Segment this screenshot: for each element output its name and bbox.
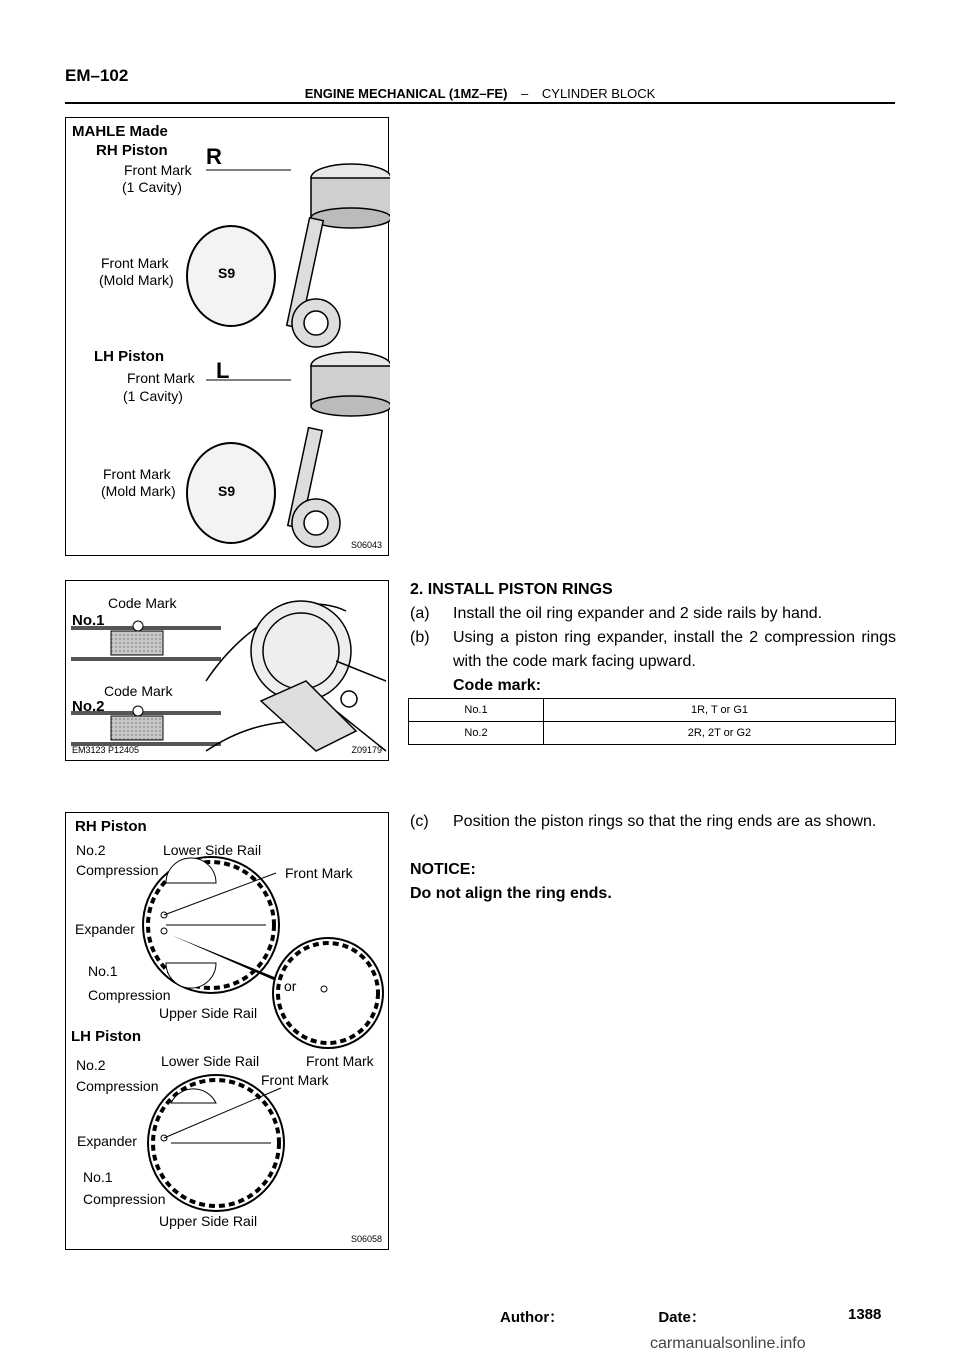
fig3-rh-expander: Expander [75,921,135,937]
fig3-rh-upper-side-rail: Upper Side Rail [159,1005,258,1021]
table-cell-mark: 1R, T or G1 [544,699,896,722]
fig2-code-mark-1: Code Mark [108,595,177,611]
fig3-lh-expander: Expander [77,1133,137,1149]
step-c-tag: (c) [410,813,429,830]
step-a-text: Install the oil ring expander and 2 side rails by hand. [453,605,823,622]
page-number: 1388 [848,1306,882,1323]
svg-text:EM3123 P12405: EM3123 P12405 [72,745,140,755]
watermark: carmanualsonline.info [650,1335,806,1352]
fig3-rh-lower-side-rail: Lower Side Rail [163,842,262,858]
fig3-lh-front-mark-b: Front Mark [261,1072,329,1088]
fig3-lh-upper-side-rail: Upper Side Rail [159,1213,258,1229]
fig2-no1: No.1 [72,612,105,629]
fig3-lh-no1: No.1 [83,1169,113,1185]
section-separator: – [521,86,529,101]
step-b [410,626,896,698]
step-b-text: Using a piston ring expander, install the 2 compression rings with the code mark facing upward. [453,629,896,670]
fig3-rh-no2: No.2 [76,842,106,858]
fig2-code-mark-2: Code Mark [104,683,173,699]
table-row [409,699,896,722]
fig3-lh-compression-1: Compression [83,1191,166,1207]
notice-text: Do not align the ring ends. [410,885,612,902]
fig3-lh-front-mark-a: Front Mark [306,1053,374,1069]
fig2-id: Z09179 [351,745,382,755]
figure-ring-end-positions [65,812,389,1250]
header-rule [65,102,895,104]
svg-text:S9: S9 [218,483,236,499]
svg-text:R: R [206,144,222,169]
step-b-tag: (b) [410,629,430,646]
fig1-cavity-1: (1 Cavity) [122,179,182,195]
fig1-lh-piston: LH Piston [94,348,164,365]
fig3-rh-compression-1: Compression [88,987,171,1003]
fig3-lh-compression-2: Compression [76,1078,159,1094]
fig3-lh-lower-side-rail: Lower Side Rail [161,1053,260,1069]
fig1-front-mark-1: Front Mark [124,162,192,178]
step-c [410,810,896,834]
table-cell-ring: No.2 [409,722,544,745]
fig3-rh-piston: RH Piston [75,818,147,835]
subsection-name: CYLINDER BLOCK [541,86,656,101]
code-mark-label: Code mark: [453,677,542,694]
footer-author: Author： [500,1309,565,1326]
fig1-title: MAHLE Made [72,123,168,140]
table-cell-mark: 2R, 2T or G2 [544,722,896,745]
fig2-no2: No.2 [72,698,105,715]
fig1-front-mark-4: Front Mark [103,466,171,482]
fig3-rh-compression-2: Compression [76,862,159,878]
fig1-cavity-3: (1 Cavity) [123,388,183,404]
fig1-front-mark-3: Front Mark [127,370,195,386]
fig3-rh-no1: No.1 [88,963,118,979]
svg-text:L: L [216,358,230,383]
section-title [0,86,960,101]
fig3-lh-no2: No.2 [76,1057,106,1073]
svg-text:S9: S9 [218,265,236,281]
figure-piston-front-marks [65,117,389,556]
table-cell-ring: No.1 [409,699,544,722]
step-2-heading: 2. INSTALL PISTON RINGS [410,581,613,598]
table-row [409,722,896,745]
page-code: EM–102 [65,66,129,85]
step-a-tag: (a) [410,605,430,622]
fig1-mold-mark-4: (Mold Mark) [101,483,176,499]
footer [500,1306,882,1327]
fig1-mold-mark-2: (Mold Mark) [99,272,174,288]
footer-date: Date： [658,1309,706,1326]
step-a [410,602,896,626]
fig3-id: S06058 [350,1234,382,1244]
fig1-rh-piston: RH Piston [96,142,168,159]
section-name: ENGINE MECHANICAL (1MZ–FE) [304,86,508,101]
fig3-lh-piston: LH Piston [71,1028,141,1045]
figure-ring-code-marks [65,580,389,761]
fig3-or: or [284,978,297,994]
notice-label: NOTICE: [410,861,476,878]
fig1-id: S06043 [350,540,382,550]
code-mark-table [408,698,896,745]
fig1-front-mark-2: Front Mark [101,255,169,271]
step-c-text: Position the piston rings so that the ring ends are as shown. [453,813,877,830]
fig3-rh-front-mark: Front Mark [285,865,353,881]
